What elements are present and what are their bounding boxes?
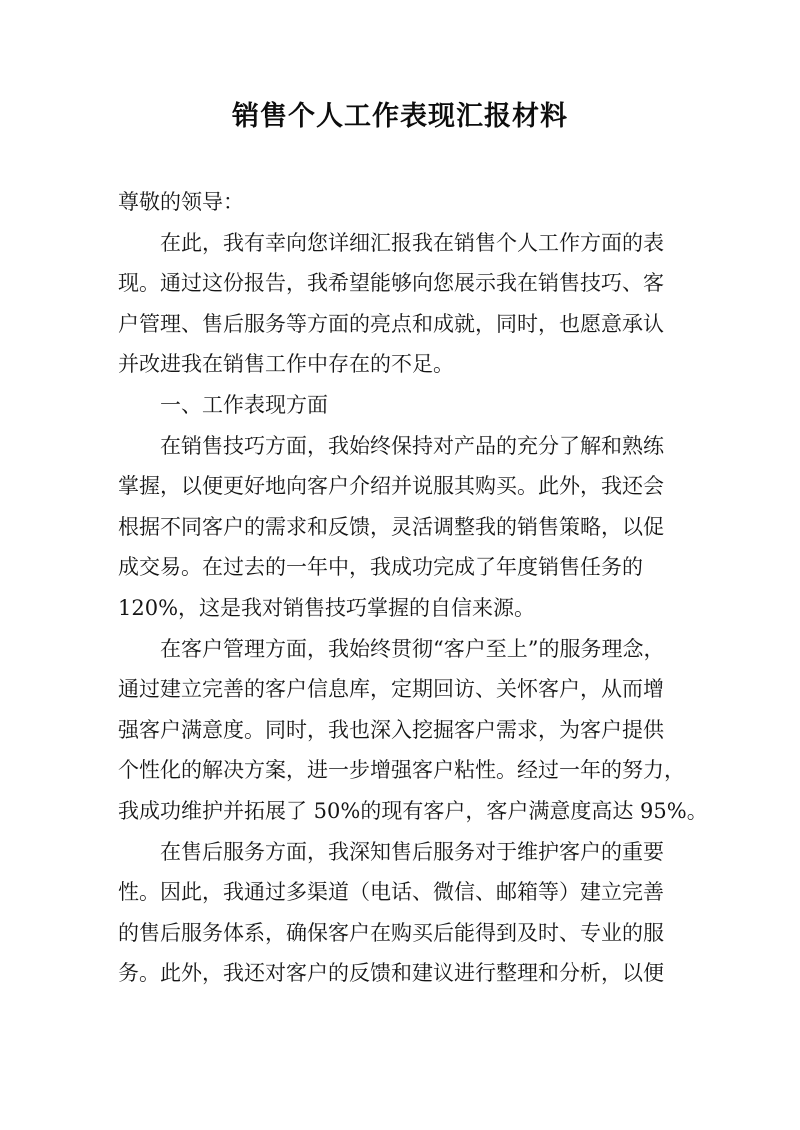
body-line: 在售后服务方面，我深知售后服务对于维护客户的重要 [160, 839, 664, 864]
salutation: 尊敬的领导： [118, 190, 244, 214]
body-line: 户管理、售后服务等方面的亮点和成就，同时，也愿意承认 [118, 311, 664, 336]
body-line: 在客户管理方面，我始终贯彻“客户至上”的服务理念， [160, 636, 665, 661]
body-line: 并改进我在销售工作中存在的不足。 [118, 352, 454, 377]
body-line: 掌握，以便更好地向客户介绍并说服其购买。此外，我还会 [118, 474, 664, 499]
body-line: 我成功维护并拓展了 50%的现有客户，客户满意度高达 95%。 [118, 798, 708, 823]
body-line: 现。通过这份报告，我希望能够向您展示我在销售技巧、客 [118, 271, 664, 296]
body-line: 性。因此，我通过多渠道（电话、微信、邮箱等）建立完善 [118, 880, 664, 905]
body-line: 强客户满意度。同时，我也深入挖掘客户需求，为客户提供 [118, 717, 664, 742]
body-line: 120%，这是我对销售技巧掌握的自信来源。 [118, 595, 536, 620]
body-line: 在此，我有幸向您详细汇报我在销售个人工作方面的表 [160, 230, 664, 255]
section-heading: 一、工作表现方面 [160, 392, 328, 417]
body-line: 个性化的解决方案，进一步增强客户粘性。经过一年的努力， [118, 758, 685, 783]
document-body [118, 182, 708, 994]
body-line: 成交易。在过去的一年中，我成功完成了年度销售任务的 [118, 555, 643, 580]
body-line: 的售后服务体系，确保客户在购买后能得到及时、专业的服 [118, 920, 664, 945]
body-line: 务。此外，我还对客户的反馈和建议进行整理和分析，以便 [118, 961, 664, 986]
body-line: 通过建立完善的客户信息库，定期回访、关怀客户，从而增 [118, 677, 664, 702]
document-title: 销售个人工作表现汇报材料 [232, 101, 568, 132]
body-line: 在销售技巧方面，我始终保持对产品的充分了解和熟练 [160, 433, 664, 458]
body-line: 根据不同客户的需求和反馈，灵活调整我的销售策略，以促 [118, 514, 664, 539]
